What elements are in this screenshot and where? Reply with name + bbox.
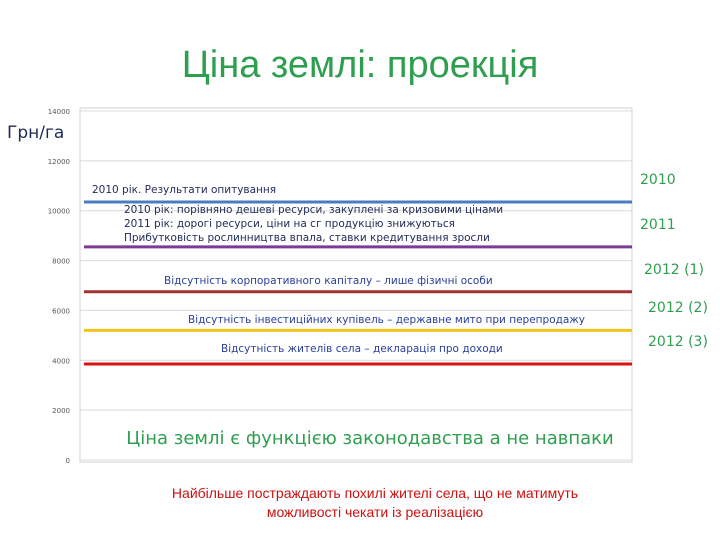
- y-tick-label: 12000: [47, 157, 70, 166]
- y-tick-label: 6000: [52, 307, 70, 316]
- series-label: 2011: [640, 216, 676, 233]
- footer-warning-line2: можливості чекати із реалізацією: [266, 504, 484, 520]
- series-label: 2012 (3): [648, 334, 708, 351]
- annotation-2011: 2011 рік: дорогі ресурси, ціни на сг продукцію знижуються: [124, 218, 455, 230]
- y-tick-label: 2000: [52, 407, 70, 416]
- series-label: 2012 (2): [648, 300, 708, 317]
- y-tick-label: 10000: [47, 207, 70, 216]
- y-tick-label: 4000: [52, 357, 70, 366]
- survey-annotation: 2010 рік. Результати опитування: [92, 184, 277, 196]
- annotation-2010: 2010 рік: порівняно дешеві ресурси, закуплені за кризовими цінами: [124, 204, 504, 216]
- annotation-corporate: Відсутність корпоративного капіталу – лише фізичні особи: [164, 275, 493, 287]
- series-label: 2010: [640, 171, 676, 188]
- annotation-profitability: Прибутковість рослинництва впала, ставки кредитування зросли: [124, 232, 490, 244]
- y-tick-label: 0: [65, 457, 70, 465]
- page-title: Ціна землі: проекція: [181, 44, 539, 86]
- y-axis-ticks: [48, 108, 70, 465]
- annotation-residents: Відсутність жителів села – декларація про доходи: [221, 343, 503, 355]
- series-label: 2012 (1): [644, 261, 704, 278]
- y-tick-label: 8000: [52, 257, 70, 266]
- footer-conclusion: Ціна землі є функцією законодавства а не навпаки: [126, 428, 614, 449]
- annotation-investors: Відсутність інвестиційних купівель – державне мито при перепродажу: [188, 314, 585, 326]
- y-tick-label: 14000: [47, 108, 70, 116]
- footer-warning-line1: Найбільше постраждають похилі жителі села, що не матимуть: [171, 485, 579, 501]
- footer-warning: [60, 484, 690, 522]
- y-unit-label: Грн/га: [4, 123, 67, 143]
